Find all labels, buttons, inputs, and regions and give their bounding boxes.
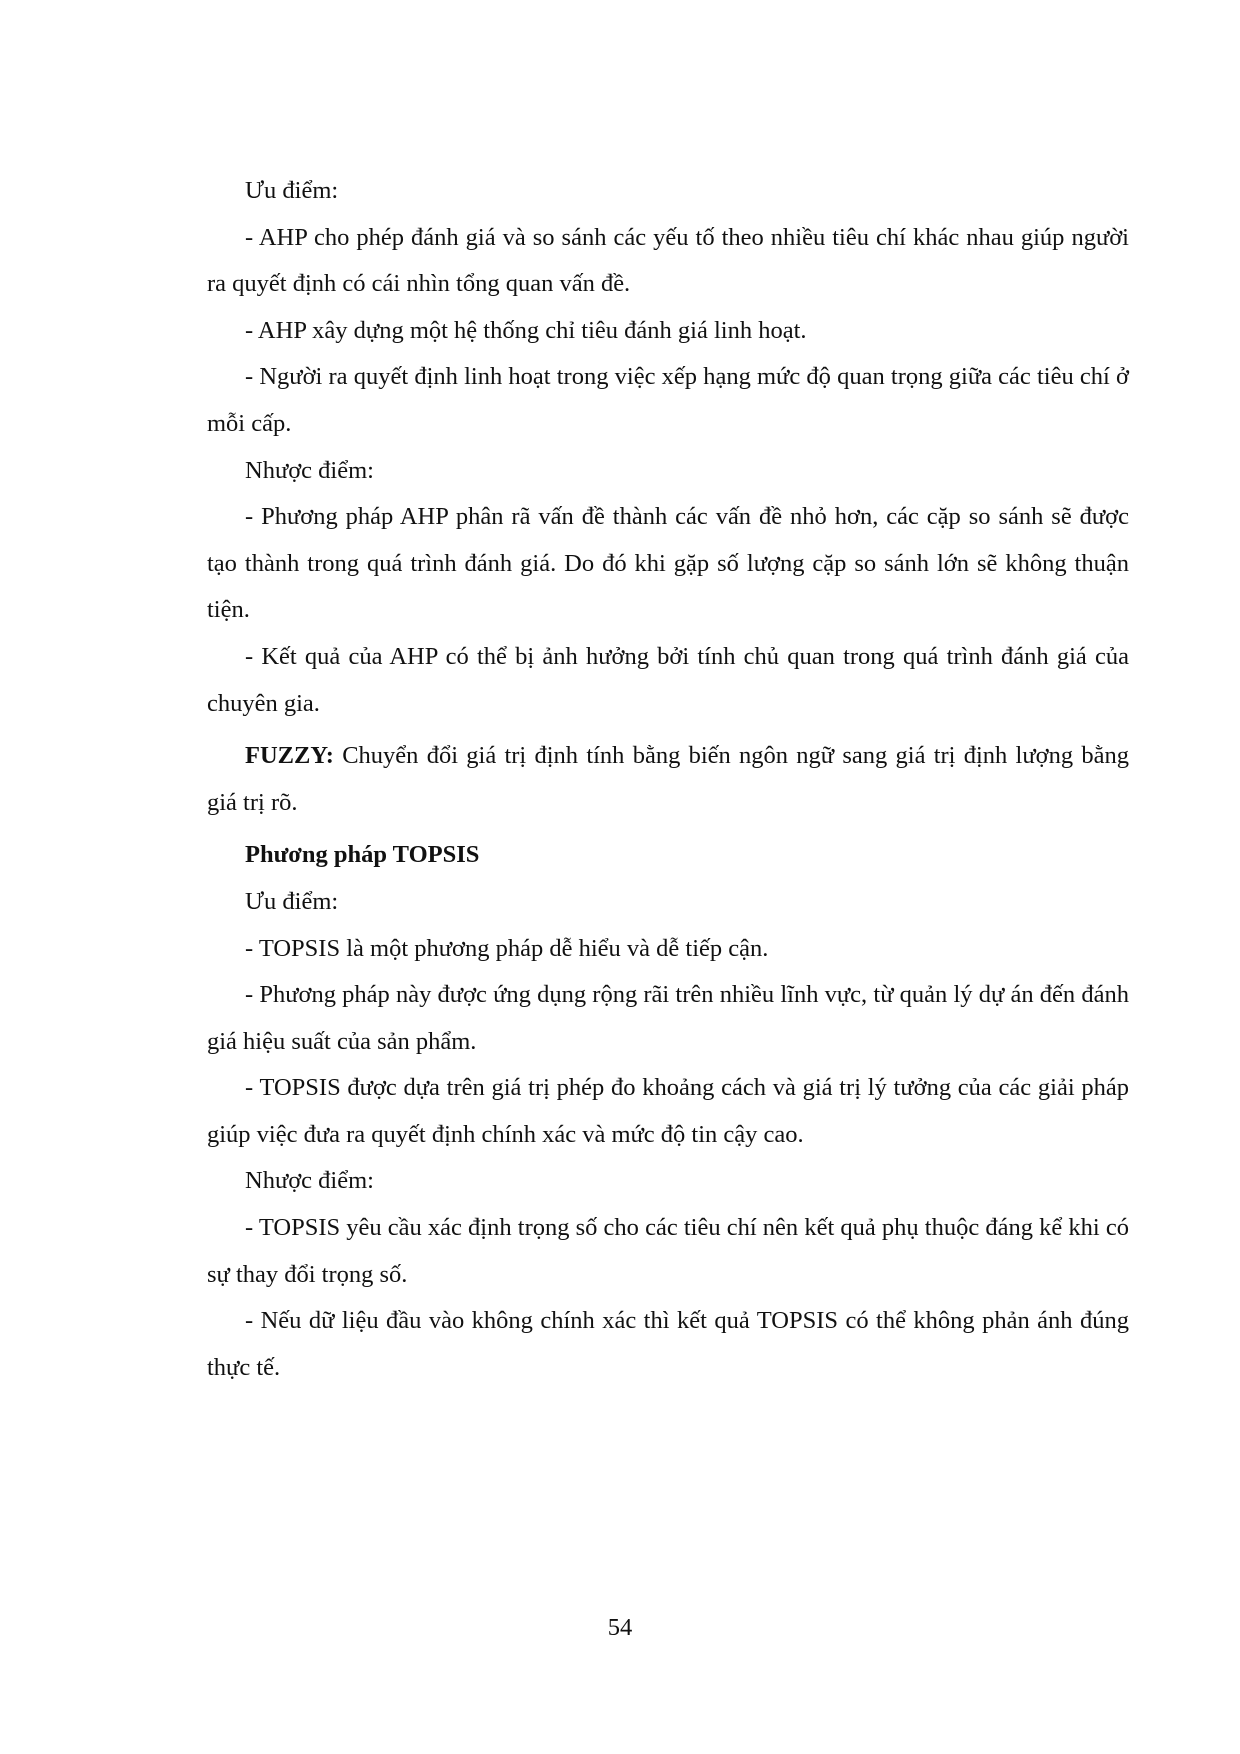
- fuzzy-label: FUZZY:: [245, 742, 334, 770]
- fuzzy-paragraph: [207, 733, 1129, 826]
- topsis-disadvantages-heading: Nhược điểm:: [245, 1167, 374, 1195]
- ahp-advantages-heading: Ưu điểm:: [245, 177, 339, 204]
- ahp-disadvantage-item: - Phương pháp AHP phân rã vấn đề thành các vấn đề nhỏ hơn, các cặp so sánh sẽ được tạo thành trong quá trình đánh giá. Do đó khi gặp số lượng cặp so sánh lớn sẽ không thuận tiện.: [207, 503, 1129, 624]
- ahp-disadvantages-heading: Nhược điểm:: [245, 456, 374, 484]
- ahp-advantage-item: - AHP xây dựng một hệ thống chỉ tiêu đánh giá linh hoạt.: [245, 316, 807, 344]
- topsis-advantage-item: - Phương pháp này được ứng dụng rộng rãi trên nhiều lĩnh vực, từ quản lý dự án đến đánh giá hiệu suất của sản phẩm.: [207, 981, 1129, 1055]
- topsis-advantage-item: - TOPSIS được dựa trên giá trị phép đo khoảng cách và giá trị lý tưởng của các giải pháp giúp việc đưa ra quyết định chính xác và mức độ tin cậy cao.: [207, 1074, 1129, 1148]
- document-body: [207, 168, 1129, 1391]
- topsis-heading-text: Phương pháp TOPSIS: [245, 841, 480, 869]
- ahp-advantage-item: - AHP cho phép đánh giá và so sánh các yếu tố theo nhiều tiêu chí khác nhau giúp người ra quyết định có cái nhìn tổng quan vấn đề.: [207, 223, 1129, 298]
- ahp-disadvantage-item: - Kết quả của AHP có thể bị ảnh hưởng bởi tính chủ quan trong quá trình đánh giá của chuyên gia.: [207, 642, 1129, 717]
- topsis-advantage-item: - TOPSIS là một phương pháp dễ hiểu và dễ tiếp cận.: [245, 934, 769, 962]
- topsis-disadvantage-item: - TOPSIS yêu cầu xác định trọng số cho các tiêu chí nên kết quả phụ thuộc đáng kể khi có sự thay đổi trọng số.: [207, 1214, 1129, 1288]
- topsis-advantages-heading: Ưu điểm:: [245, 887, 339, 915]
- topsis-disadvantage-item: - Nếu dữ liệu đầu vào không chính xác thì kết quả TOPSIS có thể không phản ánh đúng thực tế.: [207, 1307, 1129, 1381]
- page-number: 54: [607, 1614, 633, 1641]
- fuzzy-text: Chuyển đổi giá trị định tính bằng biến ngôn ngữ sang giá trị định lượng bằng giá trị rõ.: [207, 742, 1129, 816]
- topsis-heading: [207, 832, 1129, 879]
- ahp-advantage-item: - Người ra quyết định linh hoạt trong việc xếp hạng mức độ quan trọng giữa các tiêu chí ở mỗi cấp.: [207, 363, 1129, 437]
